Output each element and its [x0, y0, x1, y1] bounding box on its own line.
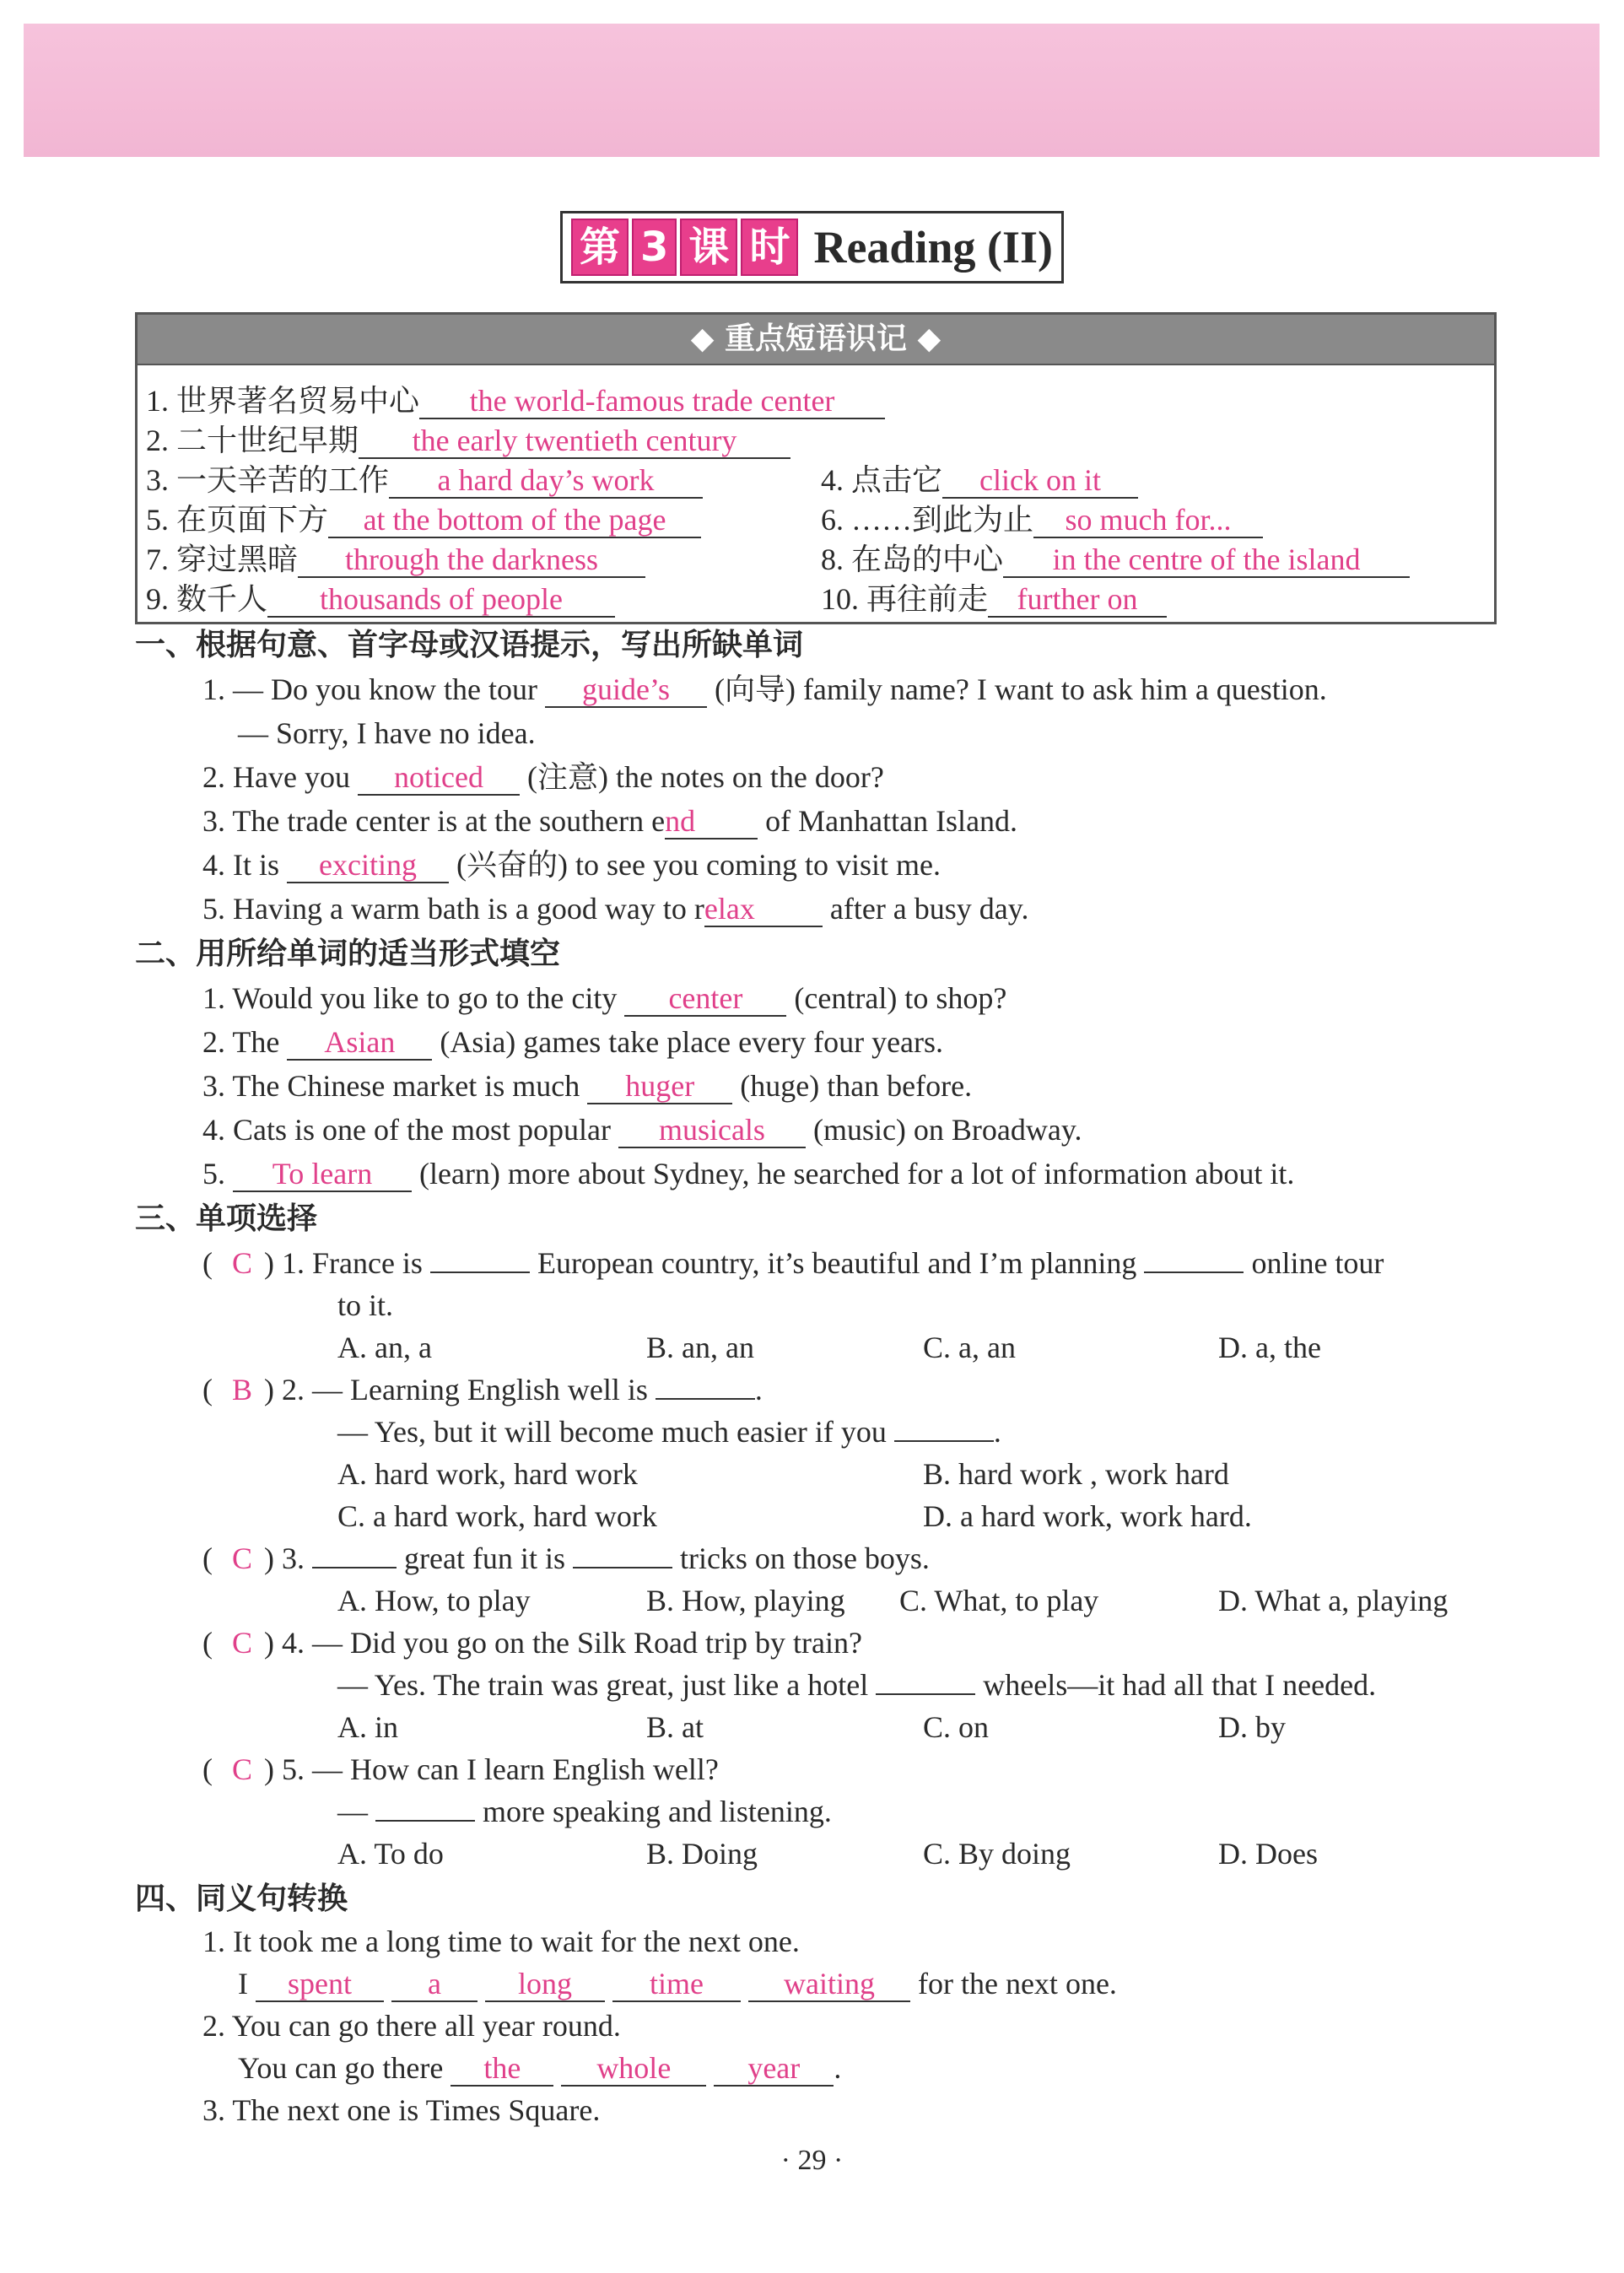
s3-q2-opt-c: C. a hard work, hard work	[337, 1499, 657, 1533]
lesson-title	[0, 211, 1624, 283]
s3-q4: ( C ) 4. — Did you go on the Silk Road trip by train?	[202, 1626, 862, 1660]
s1-q1: 1. — Do you know the tour guide’s (向导) family name? I want to ask him a question.	[202, 672, 1327, 706]
s3-q2: ( B ) 2. — Learning English well is .	[202, 1373, 763, 1406]
s3-q1: ( C ) 1. France is European country, it’s beautiful and I’m planning online tour	[202, 1246, 1384, 1280]
s3-q5-reply: — more speaking and listening.	[337, 1795, 832, 1828]
vocab-item-6: 6. ……到此为止 so much for...	[821, 501, 1263, 538]
vocab-item-5: 5. 在页面下方 at the bottom of the page	[146, 501, 701, 538]
vocab-item-4: 4. 点击它 click on it	[821, 462, 1138, 499]
s3-q4-reply: — Yes. The train was great, just like a hotel wheels—it had all that I needed.	[337, 1668, 1377, 1702]
s2-q1: 1. Would you like to go to the city center (central) to shop?	[202, 981, 1007, 1015]
s2-q5: 5. To learn (learn) more about Sydney, he searched for a lot of information about it.	[202, 1157, 1295, 1190]
title-box-2: 3	[632, 219, 677, 276]
s3-q5-opt-a: A. To do	[337, 1837, 444, 1871]
title-main: Reading (II)	[813, 222, 1053, 273]
s3-q3-opt-b: B. How, playing	[646, 1584, 845, 1617]
s1-q1-reply: — Sorry, I have no idea.	[238, 716, 536, 750]
vocab-heading: ◆ 重点短语识记 ◆	[138, 315, 1494, 365]
s2-q4: 4. Cats is one of the most popular musicals (music) on Broadway.	[202, 1113, 1082, 1147]
s1-q3: 3. The trade center is at the southern end of Manhattan Island.	[202, 804, 1018, 838]
s1-q5: 5. Having a warm bath is a good way to relax after a busy day.	[202, 892, 1029, 926]
s3-q4-opt-d: D. by	[1218, 1710, 1286, 1744]
section-2-heading: 二、用所给单词的适当形式填空	[135, 937, 561, 971]
s3-q2-reply: — Yes, but it will become much easier if you .	[337, 1415, 1001, 1449]
s3-q1-opt-c: C. a, an	[923, 1331, 1016, 1364]
s3-q1-cont: to it.	[337, 1288, 394, 1322]
s3-q5-opt-b: B. Doing	[646, 1837, 758, 1871]
title-box-4: 时	[741, 219, 798, 276]
vocab-item-1: 1. 世界著名贸易中心 the world-famous trade center	[146, 382, 885, 419]
s3-q2-opt-b: B. hard work , work hard	[923, 1457, 1229, 1491]
vocab-box	[135, 312, 1497, 624]
title-box-3: 课	[680, 219, 737, 276]
s3-q1-opt-d: D. a, the	[1218, 1331, 1321, 1364]
s4-q1-answer: I spent a long time waiting for the next one.	[238, 1967, 1117, 2000]
s3-q3-opt-c: C. What, to play	[899, 1584, 1099, 1617]
s1-q2: 2. Have you noticed (注意) the notes on the door?	[202, 760, 884, 794]
s3-q2-opt-a: A. hard work, hard work	[337, 1457, 638, 1491]
page-number: · 29 ·	[780, 2145, 844, 2176]
s3-q4-opt-a: A. in	[337, 1710, 398, 1744]
s3-q4-opt-b: B. at	[646, 1710, 704, 1744]
s2-q3: 3. The Chinese market is much huger (huge) than before.	[202, 1069, 973, 1103]
section-3-heading: 三、单项选择	[135, 1201, 318, 1236]
s2-q2: 2. The Asian (Asia) games take place every four years.	[202, 1025, 944, 1059]
vocab-item-2: 2. 二十世纪早期 the early twentieth century	[146, 422, 790, 459]
s4-q2: 2. You can go there all year round.	[202, 2009, 621, 2043]
header-banner	[24, 24, 1600, 157]
s3-q2-opt-d: D. a hard work, work hard.	[923, 1499, 1252, 1533]
s3-q3-opt-a: A. How, to play	[337, 1584, 531, 1617]
s3-q4-opt-c: C. on	[923, 1710, 990, 1744]
vocab-item-7: 7. 穿过黑暗 through the darkness	[146, 541, 645, 578]
s4-q3: 3. The next one is Times Square.	[202, 2093, 601, 2127]
vocab-item-8: 8. 在岛的中心 in the centre of the island	[821, 541, 1410, 578]
s3-q1-opt-a: A. an, a	[337, 1331, 432, 1364]
vocab-item-3: 3. 一天辛苦的工作 a hard day’s work	[146, 462, 703, 499]
s3-q5: ( C ) 5. — How can I learn English well?	[202, 1752, 719, 1786]
s3-q1-opt-b: B. an, an	[646, 1331, 754, 1364]
section-4-heading: 四、同义句转换	[135, 1882, 348, 1916]
s4-q1: 1. It took me a long time to wait for the next one.	[202, 1925, 800, 1958]
s1-q4: 4. It is exciting (兴奋的) to see you coming to visit me.	[202, 848, 941, 882]
title-box-1: 第	[571, 219, 629, 276]
vocab-item-10: 10. 再往前走 further on	[821, 580, 1167, 618]
s3-q3-opt-d: D. What a, playing	[1218, 1584, 1449, 1617]
section-1-heading: 一、根据句意、首字母或汉语提示，写出所缺单词	[135, 628, 804, 662]
s4-q2-answer: You can go there the whole year .	[238, 2051, 842, 2085]
s3-q5-opt-d: D. Does	[1218, 1837, 1318, 1871]
s3-q5-opt-c: C. By doing	[923, 1837, 1071, 1871]
s3-q3: ( C ) 3. great fun it is tricks on those boys.	[202, 1541, 930, 1575]
vocab-item-9: 9. 数千人 thousands of people	[146, 580, 615, 618]
